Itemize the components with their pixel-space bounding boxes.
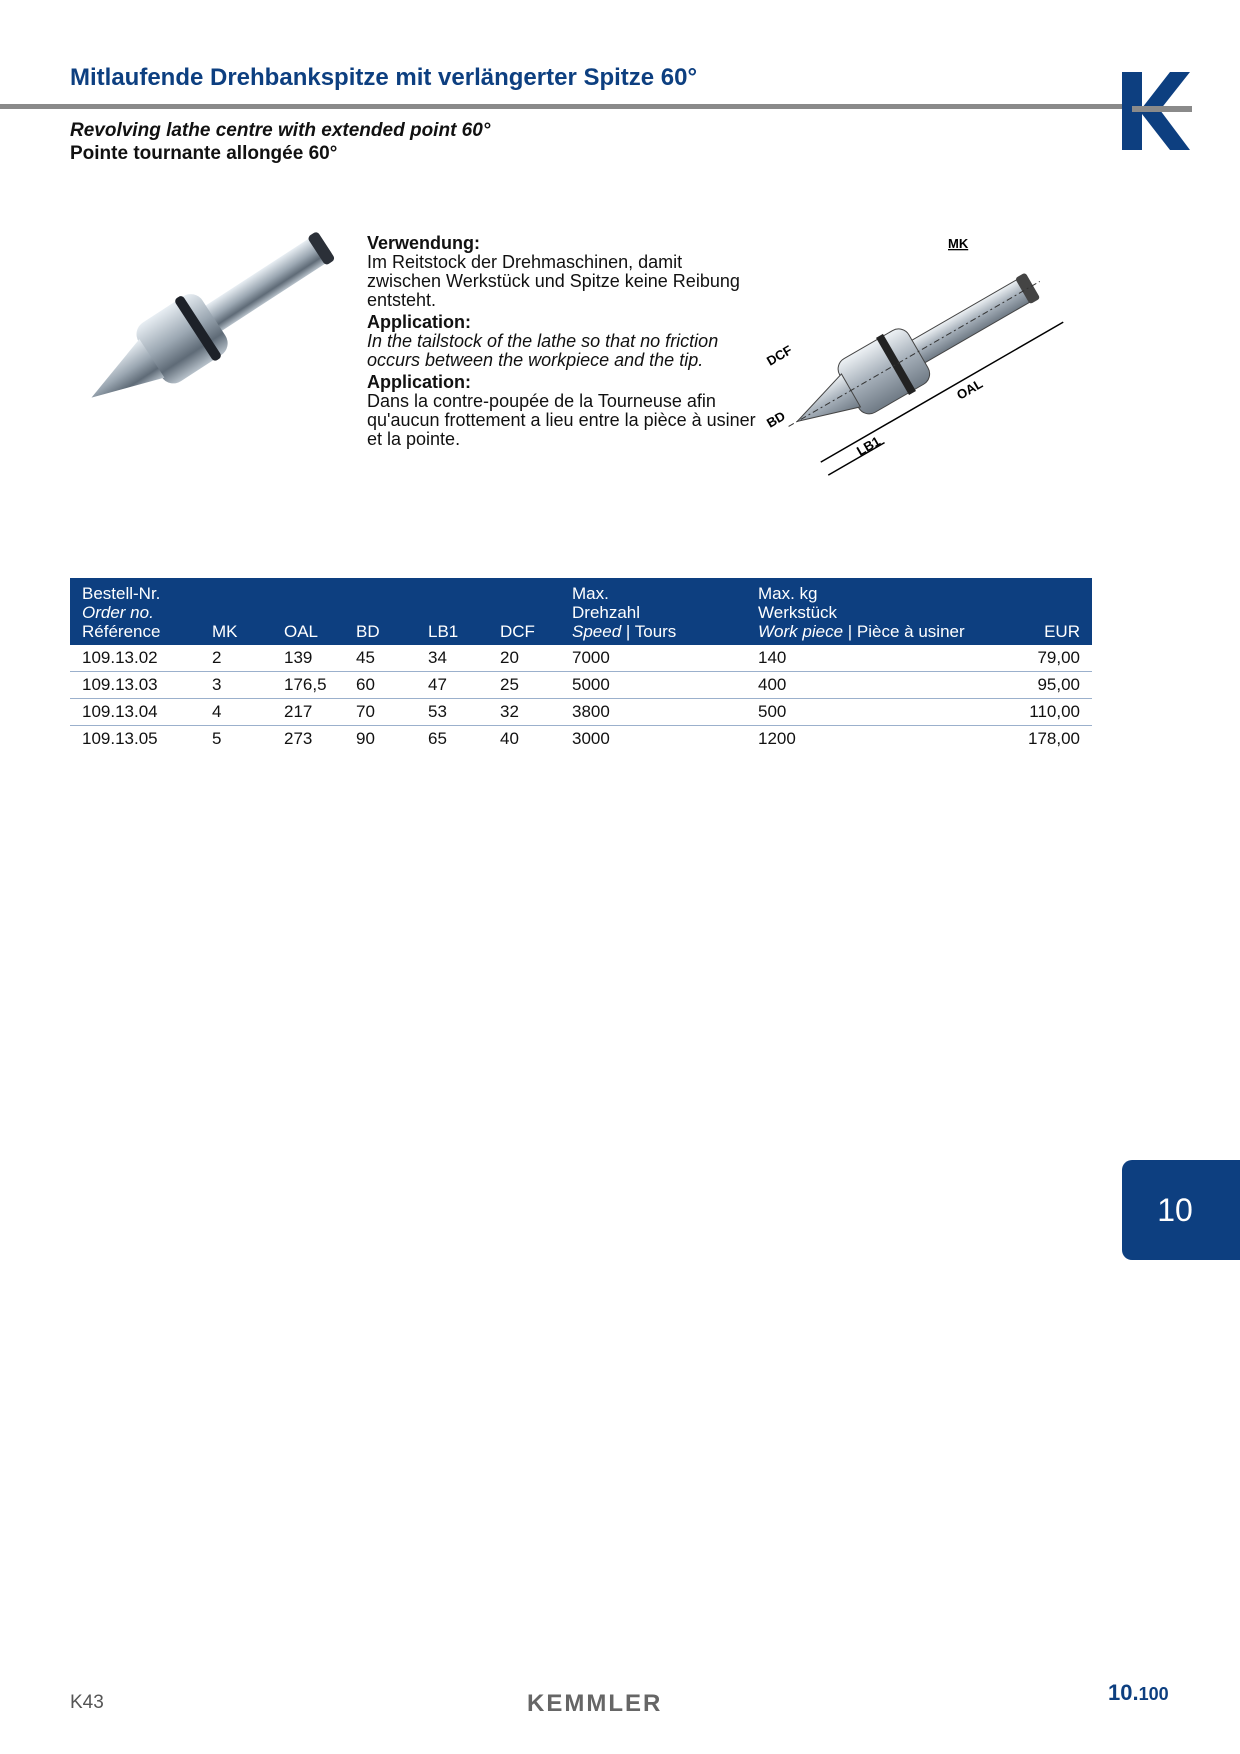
col-bd: BD <box>344 578 416 645</box>
cell-oal: 273 <box>284 729 313 748</box>
col-speed-sep: | <box>621 622 635 641</box>
cell-mk: 3 <box>200 672 272 699</box>
brand-logo: KEMMLER <box>527 1690 663 1717</box>
cell-dcf: 32 <box>488 699 560 726</box>
col-speed-en: Speed <box>572 622 622 641</box>
cell-mk: 5 <box>212 729 222 748</box>
table-row <box>70 699 1092 726</box>
kemmler-k-logo <box>1118 68 1192 152</box>
col-speed-fr: Tours <box>634 622 677 641</box>
cell-speed: 3000 <box>572 729 610 748</box>
cell-lb1: 47 <box>416 672 488 699</box>
subtitle-french: Pointe tournante allongée 60° <box>70 143 338 164</box>
table-header-row <box>70 578 1092 645</box>
col-order <box>70 578 200 645</box>
table-row <box>70 645 1092 672</box>
col-dcf: DCF <box>488 578 560 645</box>
col-kg-sep: | <box>843 622 857 641</box>
label-oal: OAL <box>954 375 986 403</box>
col-mk: MK <box>200 578 272 645</box>
page-minor: 100 <box>1138 1684 1169 1704</box>
cell-eur: 178,00 <box>1028 729 1080 748</box>
cell-kg: 400 <box>746 672 998 699</box>
page-number <box>1108 1680 1169 1706</box>
cell-lb1: 65 <box>428 729 447 748</box>
subtitle-english: Revolving lathe centre with extended point 60° <box>70 120 491 141</box>
cell-bd: 45 <box>344 645 416 672</box>
cell-dcf: 40 <box>500 729 519 748</box>
col-eur: EUR <box>998 578 1092 645</box>
cell-mk: 2 <box>200 645 272 672</box>
label-lb1: LB1 <box>854 433 883 459</box>
col-kg <box>746 578 998 645</box>
col-kg-en: Work piece <box>758 622 844 641</box>
lathe-centre-photo <box>60 228 360 418</box>
cell-speed: 5000 <box>560 672 746 699</box>
usage-heading-en: Application: <box>367 312 471 332</box>
col-lb1: LB1 <box>416 578 488 645</box>
label-dcf: DCF <box>764 342 795 369</box>
cell-speed: 3800 <box>560 699 746 726</box>
cell-kg: 500 <box>746 699 998 726</box>
cell-order: 109.13.03 <box>70 672 200 699</box>
usage-text-en: In the tailstock of the lathe so that no friction occurs between the workpiece and the tip. <box>367 331 719 370</box>
cell-kg: 1200 <box>758 729 796 748</box>
usage-heading-fr: Application: <box>367 372 471 392</box>
cell-bd: 70 <box>344 699 416 726</box>
col-order-de: Bestell-Nr. <box>82 584 161 603</box>
specification-table <box>70 578 1092 752</box>
usage-heading-de: Verwendung: <box>367 233 481 253</box>
cell-bd: 90 <box>356 729 375 748</box>
label-bd: BD <box>764 408 788 431</box>
cell-oal: 176,5 <box>272 672 344 699</box>
cell-eur: 95,00 <box>998 672 1092 699</box>
cell-order: 109.13.02 <box>70 645 200 672</box>
header-rule <box>0 104 1122 109</box>
col-order-fr: Référence <box>82 622 161 641</box>
cell-dcf: 20 <box>488 645 560 672</box>
col-kg-l1: Max. kg <box>758 584 818 603</box>
cell-speed: 7000 <box>560 645 746 672</box>
usage-text-de: Im Reitstock der Drehmaschinen, damit zwischen Werkstück und Spitze keine Reibung entsteht. <box>367 252 740 310</box>
table-row <box>70 726 1092 753</box>
col-speed-l1: Max. <box>572 584 609 603</box>
label-mk: MK <box>948 236 969 251</box>
cell-order: 109.13.05 <box>82 729 158 748</box>
col-kg-fr: Pièce à usiner <box>856 622 965 641</box>
cell-eur: 79,00 <box>998 645 1092 672</box>
dimension-drawing <box>740 228 1100 480</box>
col-speed <box>560 578 746 645</box>
table-row <box>70 672 1092 699</box>
cell-lb1: 34 <box>416 645 488 672</box>
page-major: 10. <box>1108 1680 1139 1705</box>
cell-dcf: 25 <box>488 672 560 699</box>
cell-bd: 60 <box>344 672 416 699</box>
cell-lb1: 53 <box>416 699 488 726</box>
page-title: Mitlaufende Drehbankspitze mit verlängerter Spitze 60° <box>70 64 698 91</box>
col-speed-l2: Drehzahl <box>572 603 641 622</box>
cell-oal: 139 <box>272 645 344 672</box>
col-oal: OAL <box>272 578 344 645</box>
col-order-en: Order no. <box>82 603 154 622</box>
cell-eur: 110,00 <box>998 699 1092 726</box>
section-tab: 10 <box>1122 1160 1240 1260</box>
usage-description <box>367 234 757 452</box>
footer-code: K43 <box>70 1692 104 1713</box>
usage-text-fr: Dans la contre-poupée de la Tourneuse afin qu'aucun frottement a lieu entre la pièce à usiner et la pointe. <box>367 391 756 449</box>
col-kg-l2: Werkstück <box>758 603 838 622</box>
cell-mk: 4 <box>200 699 272 726</box>
cell-kg: 140 <box>746 645 998 672</box>
cell-order: 109.13.04 <box>70 699 200 726</box>
cell-oal: 217 <box>272 699 344 726</box>
